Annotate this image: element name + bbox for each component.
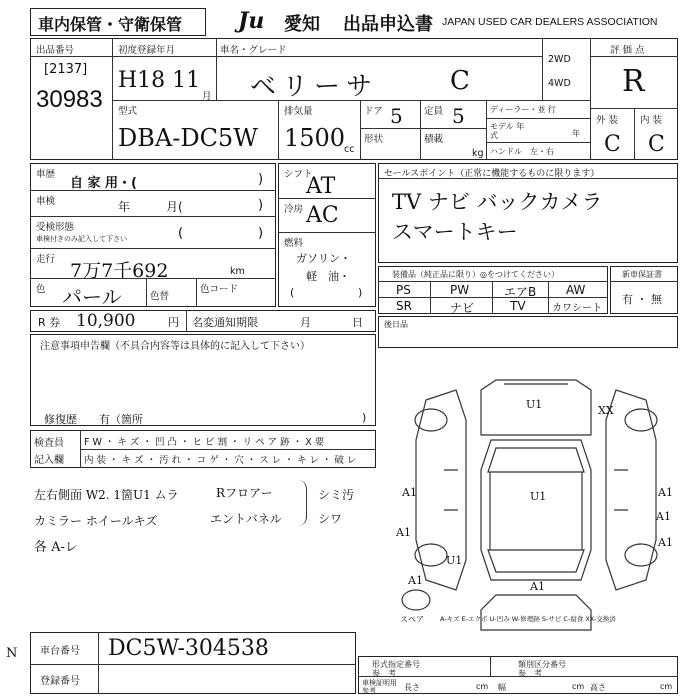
month-suffix: 月 xyxy=(202,91,212,102)
model-value: DBA-DC5W xyxy=(118,124,258,152)
dealer-label: ディーラー・並 行 xyxy=(490,105,556,114)
spare-label: スペア xyxy=(400,615,424,624)
form-number-label: 形式指定番号 xyxy=(372,660,420,669)
remark-line1b: Rフロアー xyxy=(216,486,273,500)
inspection-value: 年 月( xyxy=(118,200,183,214)
ac-value: AC xyxy=(306,203,339,228)
lot-number: 30983 xyxy=(36,86,103,113)
equipment-label: 装備品（純正品に限り）◎をつけてください） xyxy=(392,270,559,279)
region-label: 愛知 xyxy=(284,14,320,35)
model-label: 型式 xyxy=(118,106,138,117)
remark-line1: 左右側面 W2. 1箇U1 ムラ xyxy=(34,488,179,502)
drive-4wd: 4WD xyxy=(548,78,571,89)
inspector-label: 検査員 xyxy=(34,438,64,449)
doors-label: ドア xyxy=(364,106,383,117)
year-suffix: 年 xyxy=(572,129,580,138)
interior-label: 内 装 xyxy=(640,115,663,126)
car-history-value: 自 家 用・( xyxy=(70,176,137,191)
car-history-label: 車歴 xyxy=(36,169,56,180)
color-change-label: 色替 xyxy=(150,291,170,302)
first-reg-value: H18 11 xyxy=(118,68,201,93)
fuel-label: 燃料 xyxy=(284,238,304,249)
remark-line2b: エントバネル xyxy=(210,512,282,526)
mark-u1-rear: U1 xyxy=(446,554,463,567)
ref-label-1: 参 考 xyxy=(372,669,396,678)
eval-value: R xyxy=(622,64,645,99)
mark-a1-right2: A1 xyxy=(656,510,671,523)
form-title: 出品申込書 xyxy=(343,14,433,35)
interior-row: 内 装 ・ キ ズ ・ 汚 れ ・ コ ゲ ・ 穴 ・ ス レ ・ キ レ ・ 破 レ xyxy=(84,455,357,466)
car-name-value: ベリーサ xyxy=(250,72,379,102)
fw-row: F W ・ キ ズ ・ 凹 凸 ・ ヒ ビ 割 ・ リ ペ ア 跡 ・ X 要 xyxy=(84,437,325,448)
lot-small: [2137] xyxy=(44,62,88,77)
warranty-label: 新車保証書 xyxy=(622,270,662,279)
ref-label-2: 参 考 xyxy=(518,669,542,678)
eval-label: 評 価 点 xyxy=(610,45,645,56)
capacity-label: 定員 xyxy=(424,106,444,117)
equip-navi: ナビ xyxy=(450,301,475,315)
remark-line3: 各 A-レ xyxy=(34,540,78,555)
repair-close: ) xyxy=(362,411,367,424)
mark-a1-left: A1 xyxy=(402,486,417,499)
remark-line1c: シミ汚 xyxy=(318,488,355,502)
remark-bracket xyxy=(298,480,307,526)
cm-2: cm xyxy=(572,682,585,691)
model-year-label: モデル 年式 xyxy=(490,122,525,140)
received-label: 受検形態 xyxy=(36,222,75,233)
side-mark: N xyxy=(6,646,18,661)
mark-xx: XX xyxy=(598,404,614,417)
equip-sr: SR xyxy=(396,299,412,313)
mark-a1-left2: A1 xyxy=(396,526,411,539)
drive-2wd: 2WD xyxy=(548,54,571,65)
mark-a1-rear: A1 xyxy=(530,580,545,593)
notice-day: 日 xyxy=(352,316,363,329)
ju-logo xyxy=(238,8,284,34)
equip-aw: AW xyxy=(566,283,586,297)
equip-airbag: エアB xyxy=(504,285,537,299)
notice-label: 名変通知期限 xyxy=(192,316,258,329)
ju-logo-mark: Ju xyxy=(238,8,265,34)
warranty-value: 有 ・ 無 xyxy=(622,293,662,306)
width-label: 幅 xyxy=(498,683,506,692)
category-label: 類別区分番号 xyxy=(518,660,566,669)
inspection-close: ) xyxy=(258,198,264,213)
fuel-paren-close: ) xyxy=(358,286,363,299)
first-reg-label: 初度登録年月 xyxy=(118,45,176,56)
mark-a1-rear-left: A1 xyxy=(408,574,423,587)
after-items-frame xyxy=(378,316,678,348)
sheet-type-label: 車内保管・守衛保管 xyxy=(38,15,183,34)
mileage-value: 7万7千692 xyxy=(70,260,169,282)
color-code-label: 色コード xyxy=(200,284,239,295)
notes-title: 注意事項申告欄（不具合内容等は具体的に記入して下さい） xyxy=(40,341,310,352)
equip-leather: カワシート xyxy=(552,303,602,314)
cm-1: cm xyxy=(476,682,489,691)
length-label: 長さ xyxy=(404,683,420,692)
recycle-value: 10,900 xyxy=(76,311,136,331)
remark-line2: カミラー ホイールキズ xyxy=(34,514,158,528)
capacity-value: 5 xyxy=(452,104,465,128)
received-close: ) xyxy=(258,226,264,241)
mark-a1-right: A1 xyxy=(658,486,673,499)
load-label: 積載 xyxy=(424,134,444,145)
equip-tv: TV xyxy=(510,299,526,313)
ac-label: 冷房 xyxy=(284,204,304,215)
remark-line2c: シワ xyxy=(318,512,343,526)
equip-ps: PS xyxy=(396,283,411,297)
repair-label: 修復歴 有（箇所 xyxy=(44,413,143,426)
received-paren: ( xyxy=(178,226,184,241)
shift-label: シフト xyxy=(284,169,313,180)
after-items-label: 後日品 xyxy=(384,320,408,329)
cc-unit: cc xyxy=(344,144,355,155)
chassis-value: DC5W-304538 xyxy=(108,636,269,661)
chassis-label: 車台番号 xyxy=(40,646,80,657)
kg-unit: kg xyxy=(472,148,484,159)
equip-pw: PW xyxy=(450,283,470,297)
sales-point-line1: TV ナビ バックカメラ xyxy=(392,190,603,214)
color-label: 色 xyxy=(36,284,46,295)
cm-3: cm xyxy=(660,682,673,691)
displacement-label: 排気量 xyxy=(284,106,313,117)
fuel-paren-open: ( xyxy=(290,286,295,299)
displacement-value: 1500 xyxy=(284,124,346,152)
inspection-label: 車検 xyxy=(36,196,56,207)
fuel-gasoline: ガソリン・ xyxy=(296,252,351,265)
color-value: パール xyxy=(62,285,122,309)
damage-diagram xyxy=(386,360,686,640)
mark-u1-roof: U1 xyxy=(530,490,547,503)
doors-value: 5 xyxy=(390,104,403,128)
diagram-legend: A-キズ E-エクボ U-凹み W-修理跡 S-サビ C-腐食 XX-交換済 xyxy=(440,615,616,623)
exterior-label: 外 装 xyxy=(596,115,619,126)
mileage-label: 走行 xyxy=(36,254,56,265)
car-history-close: ) xyxy=(258,172,264,187)
km-unit: km xyxy=(230,266,245,277)
mark-u1-hood: U1 xyxy=(526,398,543,411)
sales-point-line2: スマートキー xyxy=(392,220,518,244)
association-name: JAPAN USED CAR DEALERS ASSOCIATION xyxy=(442,16,658,28)
handle-label: ハンドル 左・右 xyxy=(490,147,554,156)
shift-value: AT xyxy=(306,174,336,199)
received-note: 車検付きのみ記入して下さい xyxy=(36,235,127,243)
interior-value: C xyxy=(648,132,665,157)
yen-unit: 円 xyxy=(168,316,179,329)
entry-label: 記入欄 xyxy=(34,455,64,466)
height-label: 高さ xyxy=(590,683,606,692)
exterior-value: C xyxy=(604,132,621,157)
cert-label: 車検証明用参考 xyxy=(362,679,397,695)
shape-label: 形状 xyxy=(364,134,384,145)
mark-a1-right3: A1 xyxy=(658,536,673,549)
reg-label: 登録番号 xyxy=(40,676,80,687)
recycle-label: R 券 xyxy=(38,316,61,329)
grade-value: C xyxy=(450,66,470,96)
notice-month: 月 xyxy=(300,316,311,329)
lot-label: 出品番号 xyxy=(36,45,75,56)
sales-points-label: セールスポイント（正常に機能するものに限ります） xyxy=(384,169,600,179)
fuel-diesel: 軽 油・ xyxy=(306,270,350,283)
car-name-label: 車名・グレード xyxy=(220,45,287,56)
